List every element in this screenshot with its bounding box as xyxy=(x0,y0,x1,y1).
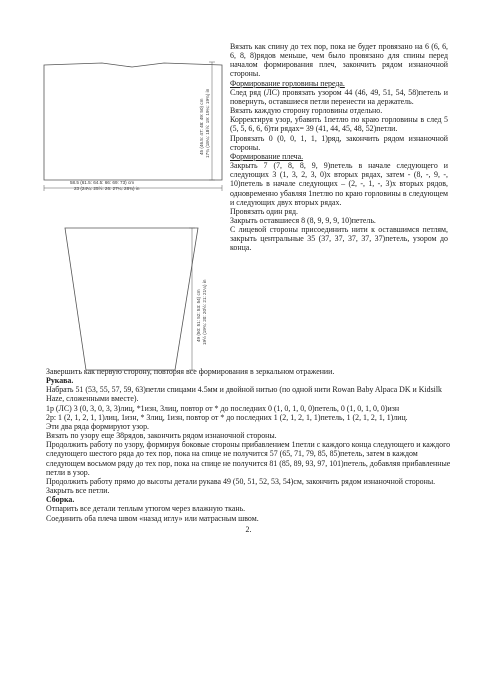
sleeve-piece-outline xyxy=(65,228,198,370)
instruction-paragraph: Провязать один ряд. xyxy=(230,206,298,216)
sleeve-height-in: 19½ (19¾: 20: 20½: 21: 21¼) in xyxy=(202,279,207,345)
section-heading: Рукава. xyxy=(46,376,74,386)
pattern-schema xyxy=(40,40,225,385)
section-heading: Формирование горловины переда. xyxy=(230,78,345,88)
instruction-paragraph: Набрать 51 (53, 55, 57, 59, 63)петли спицами 4.5мм и двойной нитью (по одной нити Rowan Baby Alpaca DK и Kidsilk Haze, сложенными вместе). xyxy=(46,385,442,404)
instructions-column xyxy=(230,42,448,253)
instruction-paragraph: Продолжить работу по узору, формируя боковые стороны прибавлением 1петли с каждого конца следующего и каждого следующего шестого ряда до тех пор, пока на спице не получится 57 (65, 71, 79, 85, 85)петель, затем в каждом следующем восьмом ряду до тех пор, пока на спице не получится 81 (85, 89, 93, 97, 101)петель, добавляя прибавленные петли в узор. xyxy=(46,440,451,477)
back-width-cm: 58.5 (61.5: 64.5: 66: 69: 73) cm xyxy=(70,180,135,185)
page-number: 2. xyxy=(245,524,252,534)
section-heading: Сборка. xyxy=(46,495,75,505)
instruction-paragraph: След ряд (ЛС) провязать узором 44 (46, 49, 51, 54, 58)петель и повернуть, оставшиеся петли перенести на держатель. xyxy=(230,87,448,106)
back-width-in: 23 (24¼: 25½: 26: 27¼: 28¾) in xyxy=(74,186,140,191)
instruction-paragraph: Отпарить все детали теплым утюгом через влажную ткань. xyxy=(46,504,246,514)
instruction-paragraph: Соединить оба плеча швом «назад иглу» или матрасным швом. xyxy=(46,513,259,523)
instructions-body xyxy=(46,367,451,534)
back-piece-outline xyxy=(44,63,222,180)
instruction-paragraph: 2р: 1 (2, 1, 2, 1, 1)лиц, 1изн, * 3лиц, 1изн, повтор от * до последних 1 (2, 1, 2, 1, 1)петель, 1 (2, 1, 2, 1, 1)лиц. xyxy=(46,412,408,422)
instruction-paragraph: Вязать каждую сторону горловины отдельно. xyxy=(230,106,383,116)
instruction-paragraph: Вязать по узору еще 38рядов, закончить рядом изнаночной стороны. xyxy=(46,431,277,441)
instruction-paragraph: Закрыть 7 (7, 8, 8, 9, 9)петель в начале следующего и следующих 3 (1, 3, 2, 3, 0)х вторых рядах, затем - (8, -, 9, -, 10)петель в начале следующих – (2, -, 1, -, 3)х вторых рядов, одновременно убавляя 1петлю по краю горловины в следующем и следующих двух вторых рядах. xyxy=(230,161,448,207)
instruction-paragraph: Продолжить работу прямо до высоты детали рукава 49 (50, 51, 52, 53, 54)см, закончить рядом изнаночной стороны. xyxy=(46,476,436,486)
back-height-in: 17¾ (18¼: 18½: 19: 19¼: 19¾) in xyxy=(205,88,210,158)
instruction-paragraph: Завершить как первую сторону, повторяя все формирования в зеркальном отражении. xyxy=(46,367,335,376)
instruction-paragraph: Закрыть все петли. xyxy=(46,486,110,496)
instruction-paragraph: 1р (ЛС) 3 (0, 3, 0, 3, 3)лиц, *1изн, 3лиц, повтор от * до последних 0 (1, 0, 1, 0, 0)петель, 0 (1, 0, 1, 0, 0)изн xyxy=(46,403,400,413)
back-height-cm: 45 (46.5: 47: 48: 49: 50) cm xyxy=(199,98,204,155)
instruction-paragraph: Корректируя узор, убавить 1петлю по краю горловины в след 5 (5, 5, 6, 6, 6)ти рядах= 39 (41, 44, 45, 48, 52)петли. xyxy=(230,115,448,134)
instruction-paragraph: Эти два ряда формируют узор. xyxy=(46,421,150,431)
instruction-paragraph: Закрыть оставшиеся 8 (8, 9, 9, 9, 10)петель. xyxy=(230,215,376,225)
instruction-paragraph: Провязать 0 (0, 0, 1, 1, 1)ряд, закончить рядом изнаночной стороны. xyxy=(230,133,448,152)
section-heading: Формирование плеча. xyxy=(230,151,304,161)
instruction-paragraph: С лицевой стороны присоединить нити к оставшимся петлям, закрыть центральные 35 (37, 37, 37, 37, 37)петель, узором до конца. xyxy=(230,225,448,253)
instruction-paragraph: Вязать как спину до тех пор, пока не будет провязано на 6 (6, 6, 6, 8, 8)рядов меньше, чем было провязано для спины перед началом формирования плеч, закончить рядом изнаночной стороны. xyxy=(230,42,448,79)
sleeve-height-cm: 49 (50: 51: 52: 53: 54) cm xyxy=(196,289,201,342)
